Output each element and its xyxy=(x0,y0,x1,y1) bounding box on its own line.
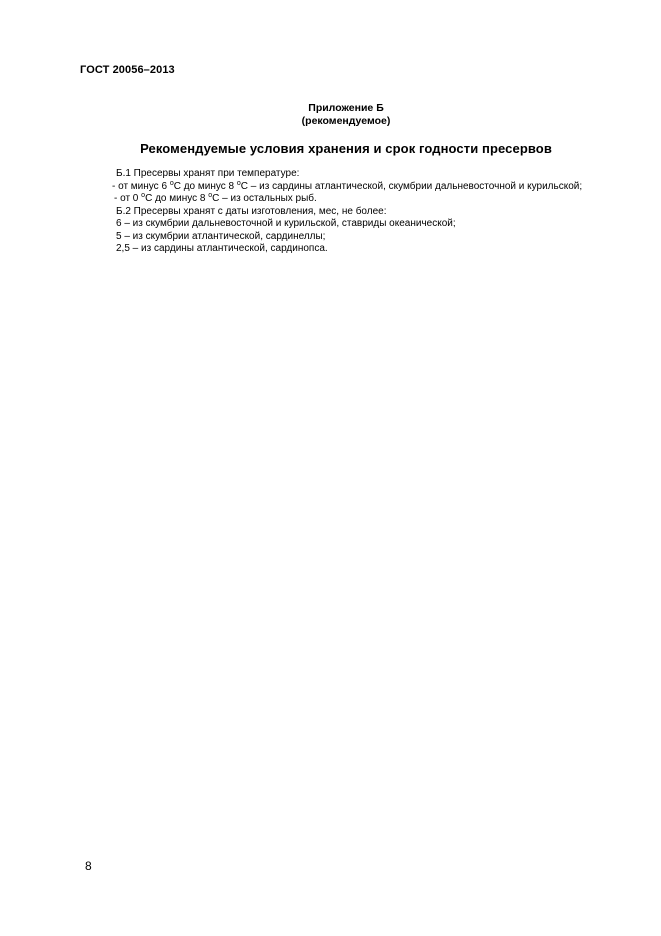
b1-item1-mid: С до минус 8 xyxy=(173,180,237,192)
body-text xyxy=(112,168,582,256)
degree-sign: о xyxy=(236,179,241,187)
paragraph-b2-intro: Б.2 Пресервы хранят с даты изготовления, мес, не более: xyxy=(116,205,387,217)
section-heading: Рекомендуемые условия хранения и срок годности пресервов xyxy=(140,141,552,156)
b1-item2-post: С – из остальных рыб. xyxy=(212,193,317,204)
b1-item2-mid: С до минус 8 xyxy=(145,193,209,204)
paragraph-b2-item-2: 5 – из скумбрии атлантической, сардинеллы; xyxy=(116,230,326,242)
document-code: ГОСТ 20056–2013 xyxy=(80,64,175,76)
b1-item1-post: С – из сардины атлантической, скумбрии дальневосточной и курильской; xyxy=(240,180,583,192)
paragraph-b2-item-3: 2,5 – из сардины атлантической, сардинопса. xyxy=(116,243,328,254)
page-number: 8 xyxy=(85,859,92,873)
paragraph-b1-item-1 xyxy=(112,181,582,194)
b1-item2-pre: - от 0 xyxy=(114,193,142,204)
appendix-status: (рекомендуемое) xyxy=(301,115,391,127)
appendix-title-block xyxy=(0,102,661,128)
b1-item1-pre: - от минус 6 xyxy=(112,180,170,192)
degree-sign: о xyxy=(169,179,174,187)
degree-sign: о xyxy=(208,192,213,199)
paragraph-b1-intro: Б.1 Пресервы хранят при температуре: xyxy=(116,168,300,179)
paragraph-b2-item-1: 6 – из скумбрии дальневосточной и курильской, ставриды океанической; xyxy=(116,218,456,229)
appendix-title: Приложение Б xyxy=(308,102,384,114)
degree-sign: о xyxy=(141,192,146,199)
paragraph-b1-item-2 xyxy=(112,193,582,206)
